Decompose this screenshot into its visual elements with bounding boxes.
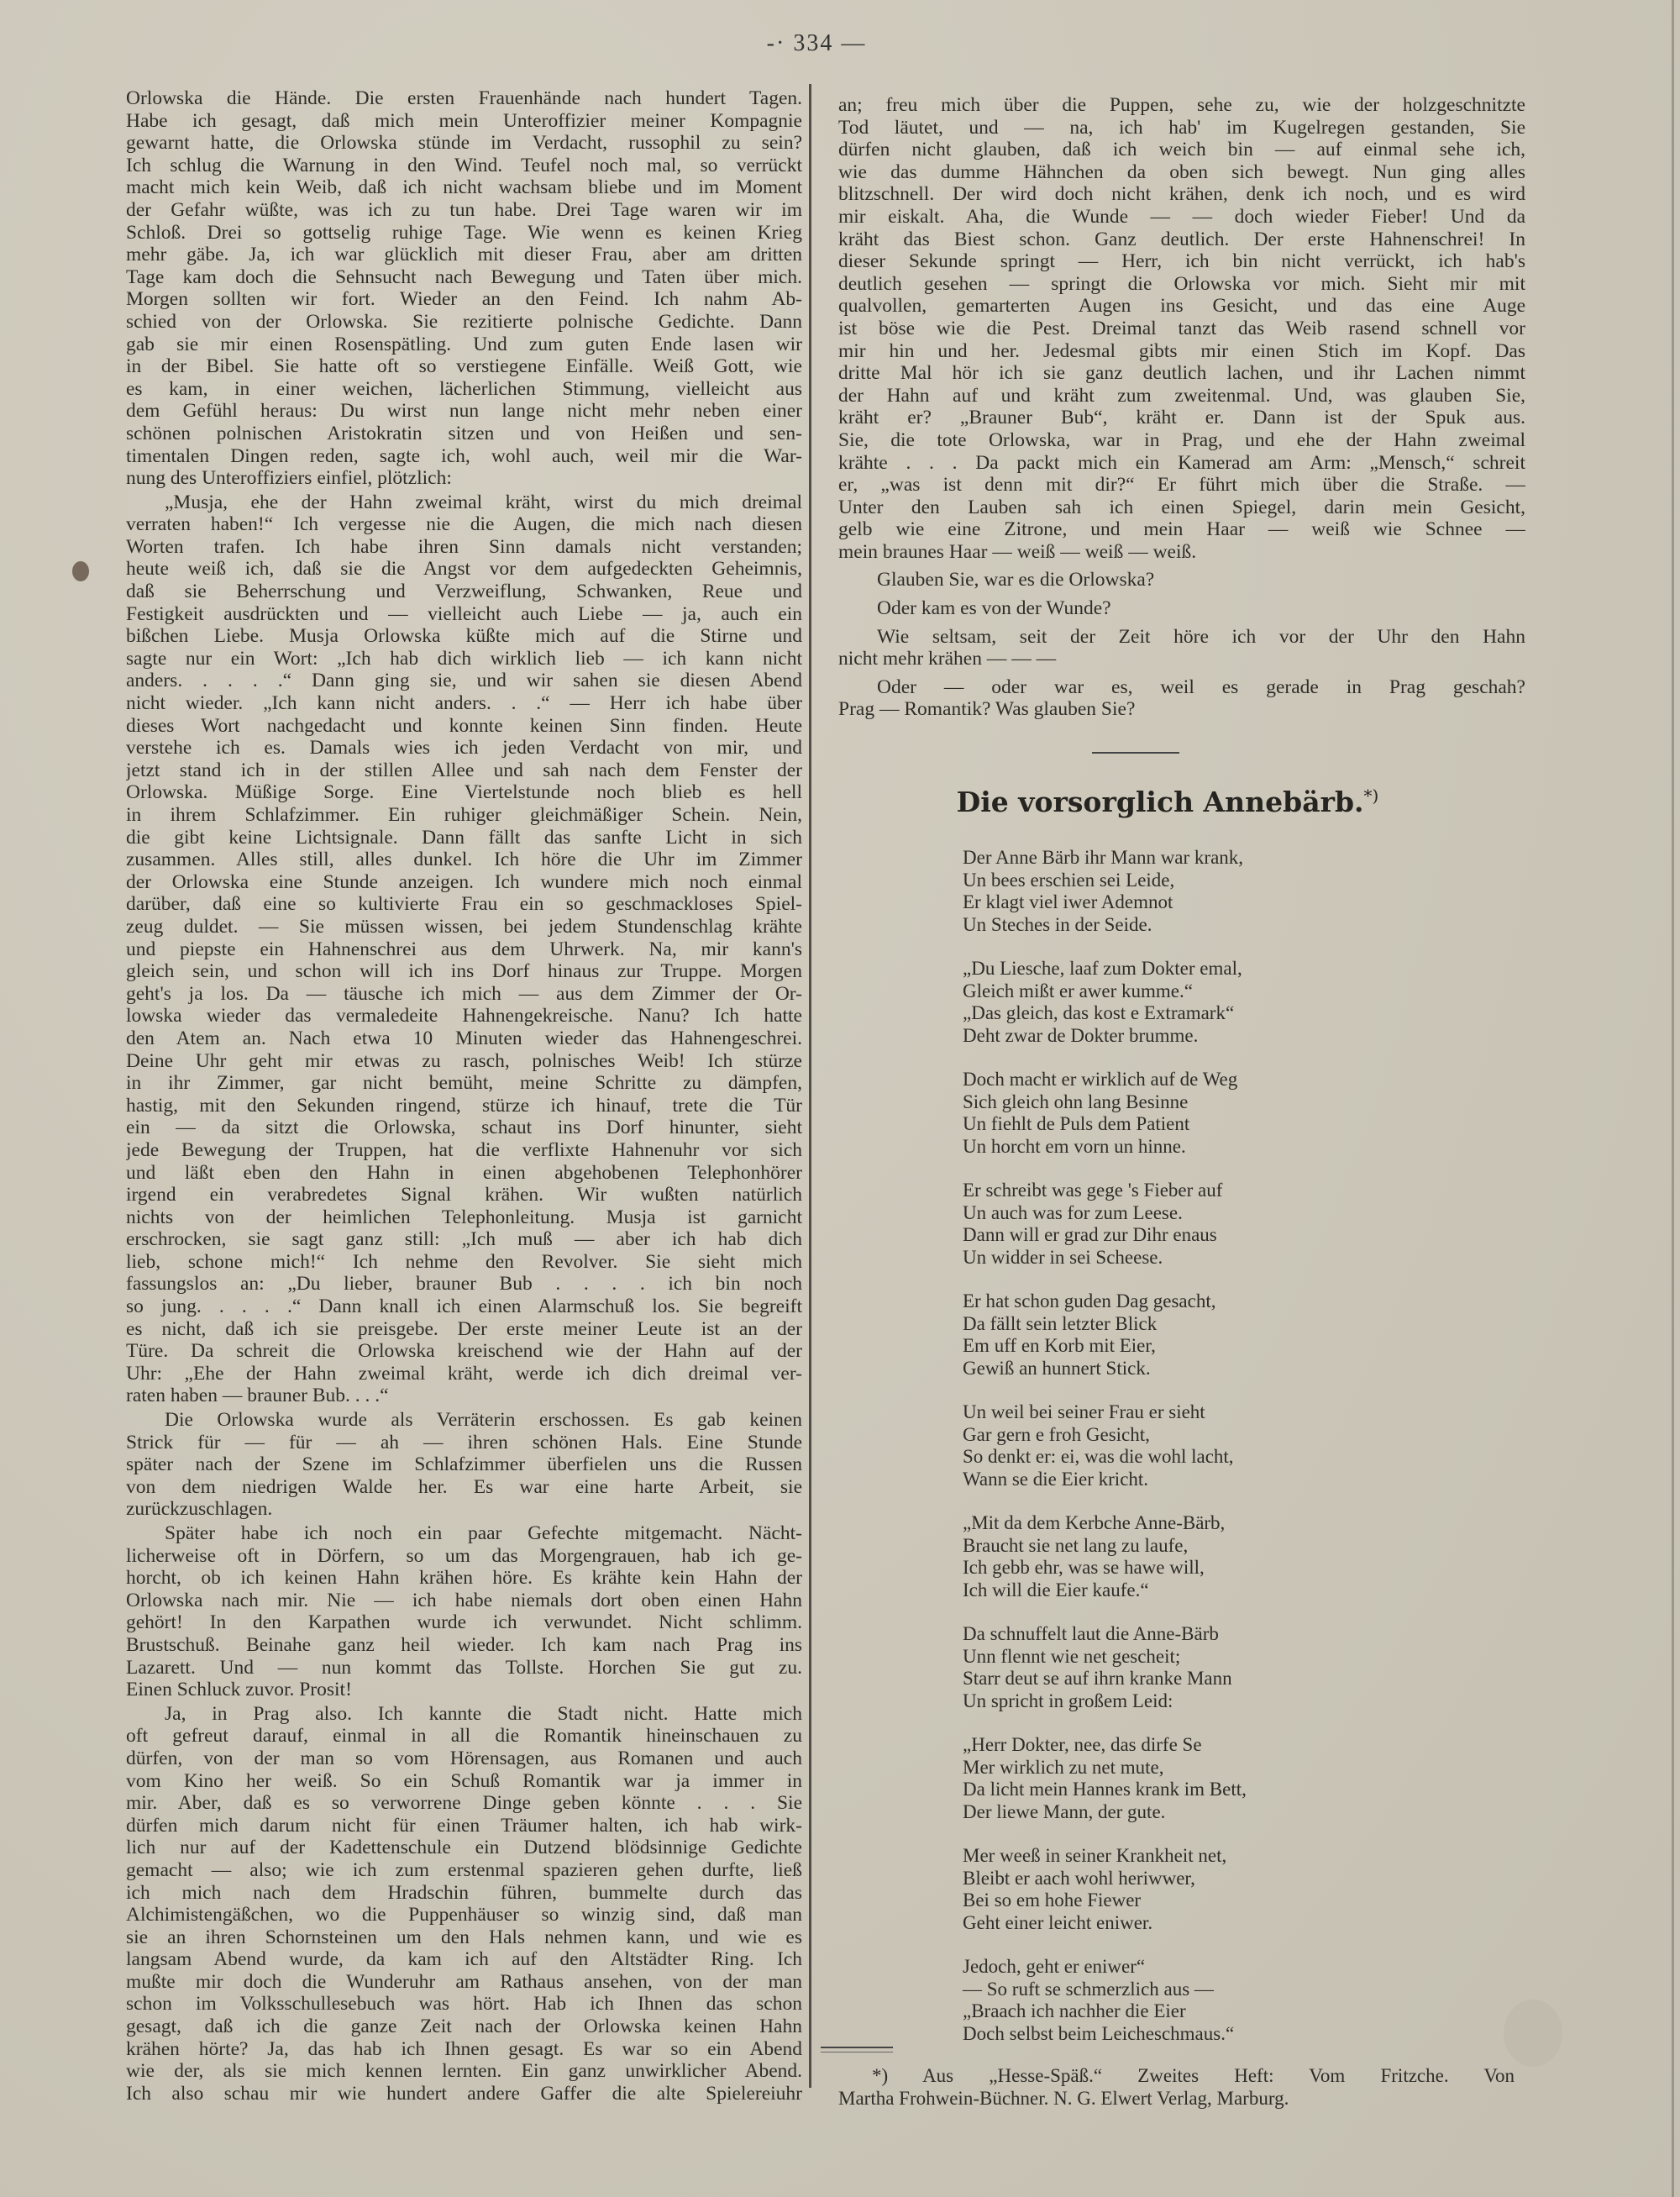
text-line: blitzschnell. Der wird doch nicht krähen, denk ich noch, und es wird <box>838 183 1525 206</box>
poem-line: Gewiß an hunnert Stick. <box>963 1357 1151 1379</box>
poem-line: Un Steches in der Seide. <box>963 913 1152 935</box>
footnote-line: *) Aus „Hesse-Späß.“ Zweites Heft: Vom Fritzche. Von <box>872 2065 1515 2086</box>
text-line: Später habe ich noch ein paar Gefechte mitgemacht. Nächt- <box>165 1522 802 1544</box>
text-line: anders. . . . .“ Dann ging sie, und wir sahen sie diesen Abend <box>126 670 802 692</box>
text-line: die gibt keine Lichtsignale. Dann fällt das sanfte Licht in sich <box>126 826 802 849</box>
poem-title-text: Die vorsorglich Annebärb. <box>956 786 1364 818</box>
poem-line: Da licht mein Hannes krank im Bett, <box>963 1779 1247 1800</box>
text-line: und piepste ein Hahnenschrei aus dem Uhrwerk. Na, mir kann's <box>126 938 802 960</box>
text-line: nung des Unteroffiziers einfiel, plötzlich: <box>126 467 452 490</box>
text-line: zeug duldet. — Sie müssen wissen, bei jedem Stundenschlag krähte <box>126 915 802 938</box>
section-divider <box>1092 752 1179 754</box>
page-edge <box>1672 0 1674 2197</box>
text-line: und läßt eben den Hahn in einen abgehobenen Telephonhörer <box>126 1161 802 1184</box>
poem-line: Der Anne Bärb ihr Mann war krank, <box>963 847 1244 868</box>
text-line: Ich also schau mir wie hundert andere Gaffer die alte Spielereiuhr <box>126 2082 802 2105</box>
text-line: qualvollen, gemarterten Augen ins Gesicht, und das eine Auge <box>838 295 1525 318</box>
text-line: darüber, daß eine so kultivierte Frau ein so geschmackloses Spiel- <box>126 893 802 916</box>
text-line: Ich schlug die Warnung in den Wind. Teufel noch mal, so verrückt <box>126 154 802 176</box>
text-line: Uhr: „Ehe der Hahn zweimal kräht, werde ich dich dreimal ver- <box>126 1362 802 1385</box>
paragraph <box>126 1409 802 1521</box>
poem-line: Sich gleich ohn lang Besinne <box>963 1091 1189 1112</box>
poem-line: Un auch was for zum Leese. <box>963 1201 1183 1223</box>
poem-stanza <box>963 1956 1247 2045</box>
poem-line: Er hat schon guden Dag gesacht, <box>963 1290 1216 1311</box>
text-line: raten haben — brauner Bub. . . .“ <box>126 1385 389 1407</box>
text-line: Glauben Sie, war es die Orlowska? <box>877 569 1155 591</box>
text-line: irgend ein verabredetes Signal krähen. Wir wußten natürlich <box>126 1184 802 1206</box>
text-line: zurückzuschlagen. <box>126 1498 273 1521</box>
text-line: zusammen. Alles still, alles dunkel. Ich höre die Uhr im Zimmer <box>126 849 802 871</box>
poem-stanza <box>963 1845 1247 1934</box>
text-line: es nicht, daß ich sie preisgebe. Der erste meiner Leute ist an der <box>126 1317 802 1340</box>
text-line: Orlowska. Müßige Sorge. Eine Viertelstunde noch blieb es hell <box>126 781 802 804</box>
text-line: horcht, ob ich keinen Hahn krähen höre. Es krähte kein Hahn der <box>126 1567 802 1590</box>
text-line: licherweise oft in Dörfern, so um das Morgengrauen, hab ich ge- <box>126 1544 802 1567</box>
text-line: Türe. Da schreit die Orlowska kreischend wie der Hahn auf der <box>126 1340 802 1363</box>
text-line: vom Kino her weiß. So ein Schuß Romantik war ja immer in <box>126 1769 802 1792</box>
poem-line: Dann will er grad zur Dihr enaus <box>963 1224 1217 1245</box>
text-line: Morgen sollten wir fort. Wieder an den Feind. Ich nahm Ab- <box>126 288 802 311</box>
poem-stanza <box>963 1069 1247 1158</box>
poem-stanza <box>963 1623 1247 1712</box>
poem-stanza <box>963 1401 1247 1490</box>
poem-stanza <box>963 1290 1247 1380</box>
poem-stanza <box>963 958 1247 1047</box>
poem-line: „Herr Dokter, nee, das dirfe Se <box>963 1734 1202 1755</box>
text-line: deutlich gesehen — springt die Orlowska vor mich. Sieht mir mit <box>838 272 1525 295</box>
text-line: gemacht — also; wie ich zum erstenmal spazieren gehen durfte, ließ <box>126 1858 802 1881</box>
poem-line: Ich gebb ehr, was se hawe will, <box>963 1557 1205 1578</box>
poem-line: Mer wirklich zu net mute, <box>963 1756 1164 1778</box>
text-line: ich mich nach dem Hradschin führen, bummelte durch das <box>126 1881 802 1904</box>
poem-line: Er schreibt was gege 's Fieber auf <box>963 1180 1223 1201</box>
text-line: lowska wieder das vermaledeite Hahnengekreische. Nanu? Ich hatte <box>126 1005 802 1028</box>
poem-line: „Mit da dem Kerbche Anne-Bärb, <box>963 1512 1226 1533</box>
text-line: Deine Uhr geht mir etwas zu rasch, polnisches Weib! Ich stürze <box>126 1049 802 1072</box>
text-line: Wie seltsam, seit der Zeit höre ich vor der Uhr den Hahn <box>877 625 1525 648</box>
text-line: in ihr Zimmer, gar nicht bemüht, meine Schritte zu dämpfen, <box>126 1072 802 1095</box>
text-line: in ihrem Schlafzimmer. Ein ruhiger gleichmäßiger Schein. Nein, <box>126 804 802 826</box>
poem-line: Un weil bei seiner Frau er sieht <box>963 1401 1205 1422</box>
poem-line: Un fiehlt de Puls dem Patient <box>963 1113 1190 1134</box>
paragraph <box>126 491 802 1407</box>
text-line: der Gefahr wüßte, was ich zu tun habe. Drei Tage waren wir im <box>126 198 802 221</box>
poem-line: Gleich mißt er awer kumme.“ <box>963 980 1193 1001</box>
text-line: mir. Aber, daß es so verworrene Dinge geben könnte . . . Sie <box>126 1792 802 1815</box>
poem-line: „Du Liesche, laaf zum Dokter emal, <box>963 958 1242 979</box>
text-line: „Musja, ehe der Hahn zweimal kräht, wirst du mich dreimal <box>165 491 802 513</box>
text-line: wie das dumme Hähnchen da oben sich bewegt. Nun ging alles <box>838 160 1525 183</box>
paper-stain <box>1504 2000 1562 2067</box>
text-line: Einen Schluck zuvor. Prosit! <box>126 1679 352 1701</box>
text-line: bißchen Liebe. Musja Orlowska küßte mich auf die Stirne und <box>126 625 802 648</box>
text-line: erschrocken, sie sagt ganz still: „Ich muß — aber ich hab dich <box>126 1228 802 1251</box>
column-divider <box>809 84 811 2088</box>
poem-line: „Das gleich, das kost e Extramark“ <box>963 1002 1235 1023</box>
text-line: hastig, mit den Sekunden ringend, stürze ich hinauf, trete die Tür <box>126 1094 802 1117</box>
text-line: lich nur auf der Kadettenschule ein Dutzend blödsinnige Gedichte <box>126 1837 802 1859</box>
text-line: nichts von der heimlichen Telephonleitung. Musja ist garnicht <box>126 1206 802 1228</box>
text-line: nicht mehr krähen — — — <box>838 648 1057 670</box>
poem-line: Unn flennt wie net gescheit; <box>963 1645 1181 1667</box>
poem-line: Gar gern e froh Gesicht, <box>963 1423 1150 1445</box>
text-line: sie an ihren Schornsteinen um den Hals nehmen kann, und wie es <box>126 1926 802 1948</box>
text-line: in der Bibel. Sie hatte oft so verstiegene Einfälle. Weiß Gott, wie <box>126 355 802 378</box>
paragraph <box>838 676 1525 721</box>
text-line: mußte mir doch die Wunderuhr am Rathaus ansehen, von der man <box>126 1970 802 1993</box>
text-line: von dem niedrigen Walde her. Es war eine harte Arbeit, sie <box>126 1475 802 1498</box>
text-line: dem Gefühl heraus: Du wirst nun lange nicht mehr neben einer <box>126 400 802 423</box>
text-line: es kam, in einer weichen, lächerlichen Stimmung, vielleicht aus <box>126 377 802 400</box>
text-line: Habe ich gesagt, daß mich mein Unteroffizier meiner Kompagnie <box>126 109 802 132</box>
footnote <box>838 2064 1515 2110</box>
poem-line: Ich will die Eier kaufe.“ <box>963 1579 1149 1600</box>
poem-line: Doch macht er wirklich auf de Weg <box>963 1069 1238 1090</box>
paragraph <box>838 597 1525 620</box>
poem-line: Der liewe Mann, der gute. <box>963 1800 1166 1822</box>
poem-line: Deht zwar de Dokter brumme. <box>963 1024 1199 1046</box>
text-line: macht mich kein Weib, daß ich nicht wachsam bliebe und im Moment <box>126 176 802 199</box>
text-line: mir hin und her. Jedesmal gibts mir einen Stich im Kopf. Das <box>838 339 1525 362</box>
poem-line: Wann se die Eier kricht. <box>963 1468 1149 1490</box>
poem-line: Bleibt er aach wohl heriwwer, <box>963 1867 1195 1889</box>
text-line: dieses Wort nachgedacht und konnte keinen Sinn finden. Heute <box>126 714 802 737</box>
text-line: Strick für — für — ah — ihren schönen Hals. Eine Stunde <box>126 1431 802 1453</box>
poem-line: Starr deut se auf ihrn kranke Mann <box>963 1668 1232 1689</box>
poem-line: Bei so em hohe Fiewer <box>963 1890 1142 1911</box>
text-line: der Orlowska eine Stunde anzeigen. Ich wundere mich noch einmal <box>126 870 802 893</box>
text-line: gewarnt hatte, die Orlowska stünde im Verdacht, russophil zu sein? <box>126 132 802 155</box>
text-line: gesagt, daß ich die ganze Zeit nach der Orlowska keinen Hahn <box>126 2016 802 2038</box>
text-line: kräht er? „Brauner Bub“, kräht er. Dann ist der Spuk aus. <box>838 407 1525 429</box>
text-line: Ja, in Prag also. Ich kannte die Stadt nicht. Hatte mich <box>165 1702 802 1725</box>
text-line: gehört! In den Karpathen wurde ich verwundet. Nicht schlimm. <box>126 1611 802 1634</box>
poem-line: „Braach ich nachher die Eier <box>963 2000 1186 2021</box>
text-line: mir eiskalt. Aha, die Wunde — — doch wieder Fieber! Und da <box>838 205 1525 228</box>
text-line: gelb wie eine Zitrone, und mein Haar — weiß wie Schnee — <box>838 518 1525 541</box>
text-line: später nach der Szene im Schlafzimmer überfielen uns die Russen <box>126 1453 802 1476</box>
poem-body <box>963 847 1247 2067</box>
poem-stanza <box>963 1512 1247 1601</box>
text-line: dürfen nicht glauben, daß ich weich bin — auf einmal sehe ich, <box>838 139 1525 161</box>
text-line: den Atem an. Nach etwa 10 Minuten wieder das Hahnengeschrei. <box>126 1027 802 1049</box>
paragraph <box>838 94 1525 563</box>
text-line: Oder kam es von der Wunde? <box>877 597 1111 620</box>
text-line: jede Bewegung der Truppen, hat die verflixte Hahnenuhr vor sich <box>126 1138 802 1161</box>
text-line: Lazarett. Und — nun kommt das Tollste. Horchen Sie gut zu. <box>126 1656 802 1679</box>
text-line: er, „was ist denn mit dir?“ Er führt mich über die Straße. — <box>838 474 1525 497</box>
text-line: Orlowska nach mir. Nie — ich habe niemals dort oben einen Hahn <box>126 1589 802 1611</box>
poem-stanza <box>963 1180 1247 1269</box>
text-line: krähte . . . Da packt mich ein Kamerad am Arm: „Mensch,“ schreit <box>838 451 1525 474</box>
text-line: schönen polnischen Aristokratin sitzen und von Heißen und sen- <box>126 422 802 444</box>
text-line: langsam Abend wurde, da kam ich auf den Altstädter Ring. Ich <box>126 1948 802 1971</box>
text-line: dritte Mal hör ich sie ganz deutlich lachen, und ihr Lachen nimmt <box>838 362 1525 385</box>
text-line: Sie, die tote Orlowska, war in Prag, und ehe der Hahn zweimal <box>838 428 1525 451</box>
text-line: verstehe ich es. Damals wies ich jeden Verdacht von mir, und <box>126 737 802 759</box>
text-line: dürfen, von der man so vom Hörensagen, aus Romanen und auch <box>126 1747 802 1769</box>
poem-line: Un horcht em vorn un hinne. <box>963 1135 1186 1157</box>
story-column-right <box>838 94 1525 721</box>
text-line: so jung. . . . .“ Dann knall ich einen Alarmschuß los. Sie begreift <box>126 1296 802 1318</box>
poem-line: Un widder in sei Scheese. <box>963 1246 1163 1268</box>
text-line: sagte nur ein Wort: „Ich hab dich wirklich lieb — ich kann nicht <box>126 647 802 670</box>
text-line: Schloß. Drei so gottselig ruhige Tage. Wie wenn es keinen Krieg <box>126 221 802 244</box>
text-line: Worten trafen. Ich habe ihren Sinn damals nicht verstanden; <box>126 535 802 558</box>
poem-line: Geht einer leicht eniwer. <box>963 1911 1153 1933</box>
paragraph <box>126 1703 802 2105</box>
poem-line: Un bees erschien sei Leide, <box>963 869 1175 891</box>
poem-line: Da fällt sein letzter Blick <box>963 1312 1158 1334</box>
text-line: ein — da sitzt die Orlowska, schaut ins Dorf hinunter, sieht <box>126 1117 802 1139</box>
page-number: -· 334 — <box>766 30 867 56</box>
poem-line: Mer weeß in seiner Krankheit net, <box>963 1845 1227 1866</box>
text-line: wie der, als sie mich kennen lernten. Ein ganz unwirklicher Abend. <box>126 2060 802 2083</box>
text-line: der Hahn auf und kräht zum zweitenmal. Und, was glauben Sie, <box>838 384 1525 407</box>
footnote-marker: *) <box>1363 786 1379 806</box>
text-line: Alchimistengäßchen, wo die Puppenhäuser so winzig sind, daß man <box>126 1904 802 1926</box>
text-line: ist böse wie die Pest. Dreimal tanzt das Weib rasend schnell vor <box>838 317 1525 339</box>
text-line: timentalen Dingen reden, sagte ich, wohl auch, weil mir die War- <box>126 444 802 467</box>
text-line: Festigkeit ausdrückten und — vielleicht auch Liebe — ja, auch ein <box>126 602 802 625</box>
text-line: schied von der Orlowska. Sie rezitierte polnische Gedichte. Dann <box>126 310 802 333</box>
text-line: daß sie Beherrschung und Verzweiflung, Schwanken, Reue und <box>126 581 802 603</box>
paragraph <box>838 569 1525 591</box>
text-line: gab sie mir einen Rosenspätling. Und zum guten Ende lasen wir <box>126 333 802 355</box>
poem-line: Da schnuffelt laut die Anne-Bärb <box>963 1623 1219 1644</box>
story-column-left <box>126 87 802 2105</box>
text-line: mein braunes Haar — weiß — weiß — weiß. <box>838 540 1197 563</box>
text-line: dürfen mich darum nicht für einen Träumer halten, ich hab wirk- <box>126 1814 802 1837</box>
text-line: lieb, schone mich!“ Ich nehme den Revolver. Sie sieht mich <box>126 1250 802 1273</box>
text-line: schon im Volksschullesebuch was hört. Hab ich Ihnen das schon <box>126 1993 802 2016</box>
poem-line: — So ruft se schmerzlich aus — <box>963 1978 1214 2000</box>
poem-line: Doch selbst beim Leicheschmaus.“ <box>963 2022 1235 2044</box>
text-line: jetzt stand ich in der stillen Allee und sah nach dem Fenster der <box>126 759 802 781</box>
poem-line: Un spricht in großem Leid: <box>963 1690 1173 1711</box>
paragraph <box>126 87 802 490</box>
text-line: nicht wieder. „Ich kann nicht anders. . .“ — Herr ich habe über <box>126 692 802 715</box>
footnote-line: Martha Frohwein-Büchner. N. G. Elwert Verlag, Marburg. <box>838 2088 1289 2109</box>
text-line: gleich sein, und schon will ich ins Dorf hinaus zur Truppe. Morgen <box>126 960 802 983</box>
text-line: dieser Sekunde springt — Herr, ich bin nicht verrückt, ich hab's <box>838 250 1525 273</box>
text-line: Oder — oder war es, weil es gerade in Prag geschah? <box>877 675 1525 698</box>
text-line: Die Orlowska wurde als Verräterin erschossen. Es gab keinen <box>165 1409 802 1432</box>
text-line: heute weiß ich, daß sie die Angst vor dem aufgedeckten Geheimnis, <box>126 558 802 581</box>
text-line: Prag — Romantik? Was glauben Sie? <box>838 698 1136 721</box>
text-line: Tod läutet, und — na, ich hab' im Kugelregen gestanden, Sie <box>838 116 1525 139</box>
text-line: Brustschuß. Beinahe ganz heil wieder. Ich kam nach Prag ins <box>126 1633 802 1656</box>
footnote-divider <box>821 2047 893 2052</box>
poem-stanza <box>963 1734 1247 1823</box>
poem-stanza <box>963 847 1247 936</box>
poem-line: Em uff en Korb mit Eier, <box>963 1335 1156 1356</box>
text-line: an; freu mich über die Puppen, sehe zu, wie der holzgeschnitzte <box>838 94 1525 116</box>
poem-title <box>924 786 1411 818</box>
text-line: krähen hörte? Ja, das hab ich Ihnen gesagt. Es war so ein Abend <box>126 2037 802 2060</box>
text-line: fassungslos an: „Du lieber, brauner Bub . . . . ich bin noch <box>126 1273 802 1296</box>
text-line: verraten haben!“ Ich vergesse nie die Augen, die mich nach diesen <box>126 513 802 536</box>
poem-line: Jedoch, geht er eniwer“ <box>963 1956 1146 1977</box>
text-line: Unter den Lauben sah ich einen Spiegel, darin mein Gesicht, <box>838 496 1525 518</box>
text-line: oft gefreut darauf, einmal in all die Romantik hineinschauen zu <box>126 1725 802 1748</box>
paragraph <box>126 1522 802 1701</box>
text-line: mehr gäbe. Ja, ich war glücklich mit dieser Frau, aber am dritten <box>126 244 802 266</box>
text-line: kräht das Biest schon. Ganz deutlich. Der erste Hahnenschrei! In <box>838 228 1525 250</box>
paper-stain <box>72 561 89 581</box>
poem-line: So denkt er: ei, was die wohl lacht, <box>963 1446 1234 1467</box>
text-line: Tage kam doch die Sehnsucht nach Bewegung und Taten über mich. <box>126 265 802 288</box>
text-line: Orlowska die Hände. Die ersten Frauenhände nach hundert Tagen. <box>126 87 802 109</box>
poem-line: Er klagt viel iwer Ademnot <box>963 891 1173 912</box>
paragraph <box>838 626 1525 670</box>
text-line: geht's ja los. Da — täusche ich mich — aus dem Zimmer der Or- <box>126 982 802 1005</box>
poem-line: Braucht sie net lang zu laufe, <box>963 1534 1189 1556</box>
